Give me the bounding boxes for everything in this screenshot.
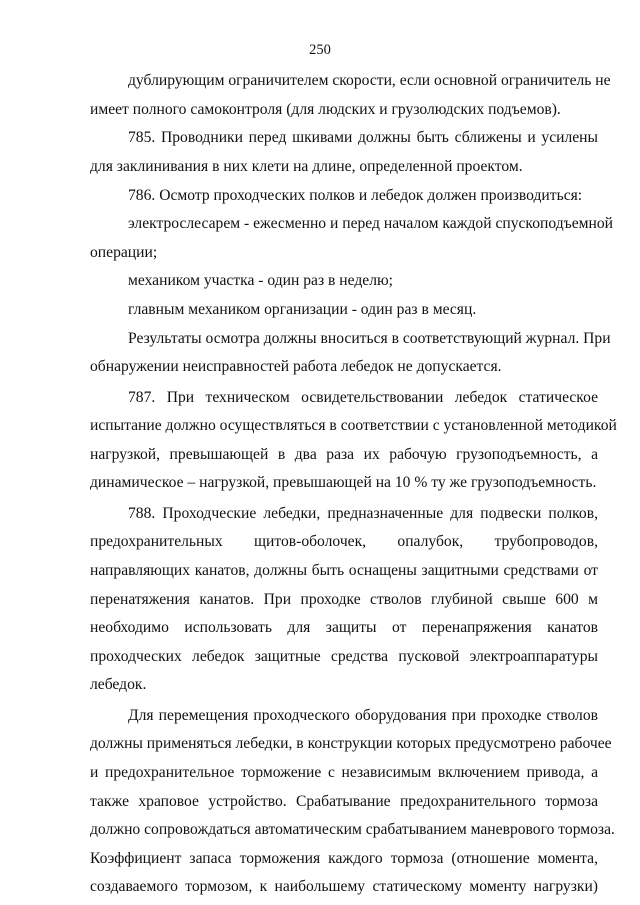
text-line: необходимо использовать для защиты от перенапряжения канатов <box>90 619 598 637</box>
text-line: должны применяться лебедки, в конструкции которых предусмотрено рабочее <box>90 735 612 753</box>
text-line: проходческих лебедок защитные средства пусковой электроаппаратуры <box>90 647 598 665</box>
text-line: испытание должно осуществляться в соответствии с установленной методикой <box>90 417 617 435</box>
paragraph-788-line: 788. Проходческие лебедки, предназначенные для подвески полков, <box>128 504 598 522</box>
text-line: Коэффициент запаса торможения каждого тормоза (отношение момента, <box>90 849 598 867</box>
paragraph-785-line: 785. Проводники перед шкивами должны быть сближены и усилены <box>128 129 598 147</box>
list-item-line: электрослесарем - ежесменно и перед началом каждой спускоподъемной <box>128 215 613 233</box>
text-line: создаваемого тормозом, к наибольшему статическому моменту нагрузки) <box>90 878 598 896</box>
list-item-line: главным механиком организации - один раз в месяц. <box>128 301 477 319</box>
text-line: обнаружении неисправностей работа лебедок не допускается. <box>90 358 502 376</box>
list-item-line: механиком участка - один раз в неделю; <box>128 272 393 290</box>
text-line: для заклинивания в них клети на длине, определенной проектом. <box>90 157 523 175</box>
text-line: нагрузкой, превышающей в два раза их рабочую грузоподъемность, а <box>90 445 598 463</box>
text-line: динамическое – нагрузкой, превышающей на 10 % ту же грузоподъемность. <box>90 474 597 492</box>
text-line: направляющих канатов, должны быть оснащены защитными средствами от <box>90 561 598 579</box>
page-number: 250 <box>309 42 331 58</box>
text-line: предохранительных щитов-оболочек, опалубок, трубопроводов, <box>90 533 598 551</box>
text-line: также храповое устройство. Срабатывание предохранительного тормоза <box>90 792 598 810</box>
document-body <box>90 67 617 902</box>
text-line: дублирующим ограничителем скорости, если основной ограничитель не <box>128 72 611 89</box>
text-line: имеет полного самоконтроля (для людских и грузолюдских подъемов). <box>90 100 561 118</box>
text-line: перенатяжения канатов. При проходке стволов глубиной свыше 600 м <box>90 590 598 608</box>
paragraph-line: Для перемещения проходческого оборудования при проходке стволов <box>128 706 598 724</box>
text-line: Результаты осмотра должны вноситься в соответствующий журнал. При <box>128 329 611 347</box>
text-line: операции; <box>90 243 158 261</box>
text-line: и предохранительное торможение с независимым включением привода, а <box>90 763 598 781</box>
paragraph-786-line: 786. Осмотр проходческих полков и лебедок должен производиться: <box>128 186 583 204</box>
text-line: лебедок. <box>90 676 147 694</box>
paragraph-787-line: 787. При техническом освидетельствовании лебедок статическое <box>128 388 598 406</box>
text-line: должно сопровождаться автоматическим срабатыванием маневрового тормоза. <box>90 821 615 839</box>
